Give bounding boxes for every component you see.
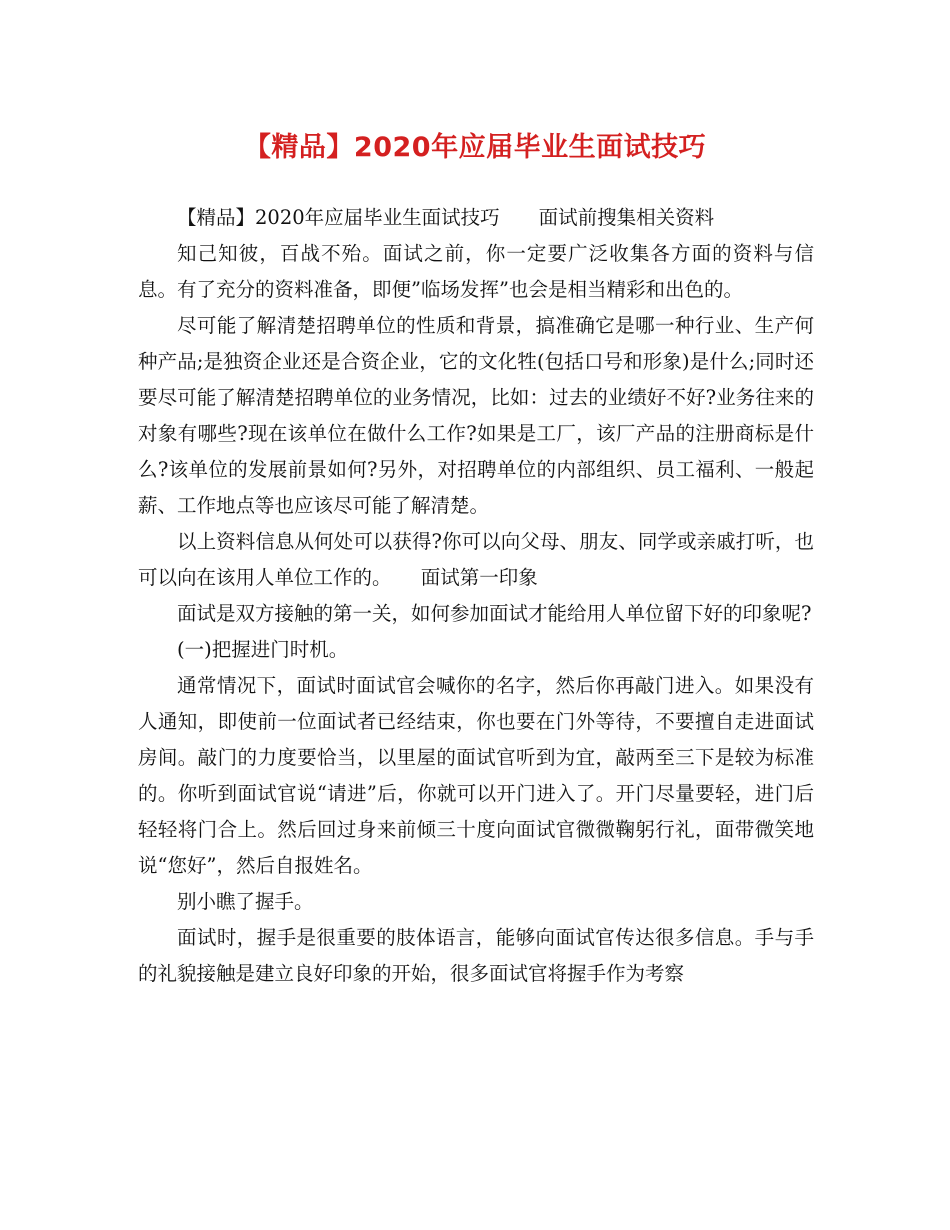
paragraph: 面试是双方接触的第一关，如何参加面试才能给用人单位留下好的印象呢? — [177, 602, 812, 625]
paragraph: 知己知彼，百战不殆。面试之前，你一定要广泛收集各方面的资料与信息。有了充分的资料准备，即便”临场发挥”也会是相当精彩和出色的。 — [138, 242, 814, 301]
document-body — [138, 200, 814, 992]
paragraph: 以上资料信息从何处可以获得?你可以向父母、朋友、同学或亲戚打听，也可以向在该用人单位工作的。 面试第一印象 — [138, 530, 814, 589]
document-title: 【精品】2020年应届毕业生面试技巧 — [243, 132, 707, 163]
paragraph: 面试时，握手是很重要的肢体语言，能够向面试官传达很多信息。手与手的礼貌接触是建立良好印象的开始，很多面试官将握手作为考察 — [138, 926, 814, 985]
paragraph: (一)把握进门时机。 — [177, 638, 349, 661]
paragraph: 通常情况下，面试时面试官会喊你的名字，然后你再敲门进入。如果没有人通知，即使前一位面试者已经结束，你也要在门外等待，不要擅自走进面试房间。敲门的力度要恰当，以里屋的面试官听到为宜，敲两至三下是较为标准的。你听到面试官说“请进”后，你就可以开门进入了。开门尽量要轻，进门后轻轻将门合上。然后回过身来前倾三十度向面试官微微鞠躬行礼，面带微笑地说“您好”，然后自报姓名。 — [138, 674, 814, 877]
paragraph: 别小瞧了握手。 — [177, 890, 314, 913]
paragraph: 尽可能了解清楚招聘单位的性质和背景，搞准确它是哪一种行业、生产何种产品;是独资企业还是合资企业，它的文化牲(包括口号和形象)是什么;同时还要尽可能了解清楚招聘单位的业务情况，比如：过去的业绩好不好?业务往来的对象有哪些?现在该单位在做什么工作?如果是工厂，该厂产品的注册商标是什么?该单位的发展前景如何?另外，对招聘单位的内部组织、员工福利、一般起薪、工作地点等也应该尽可能了解清楚。 — [138, 314, 814, 517]
paragraph: 【精品】2020年应届毕业生面试技巧 面试前搜集相关资料 — [177, 206, 715, 229]
